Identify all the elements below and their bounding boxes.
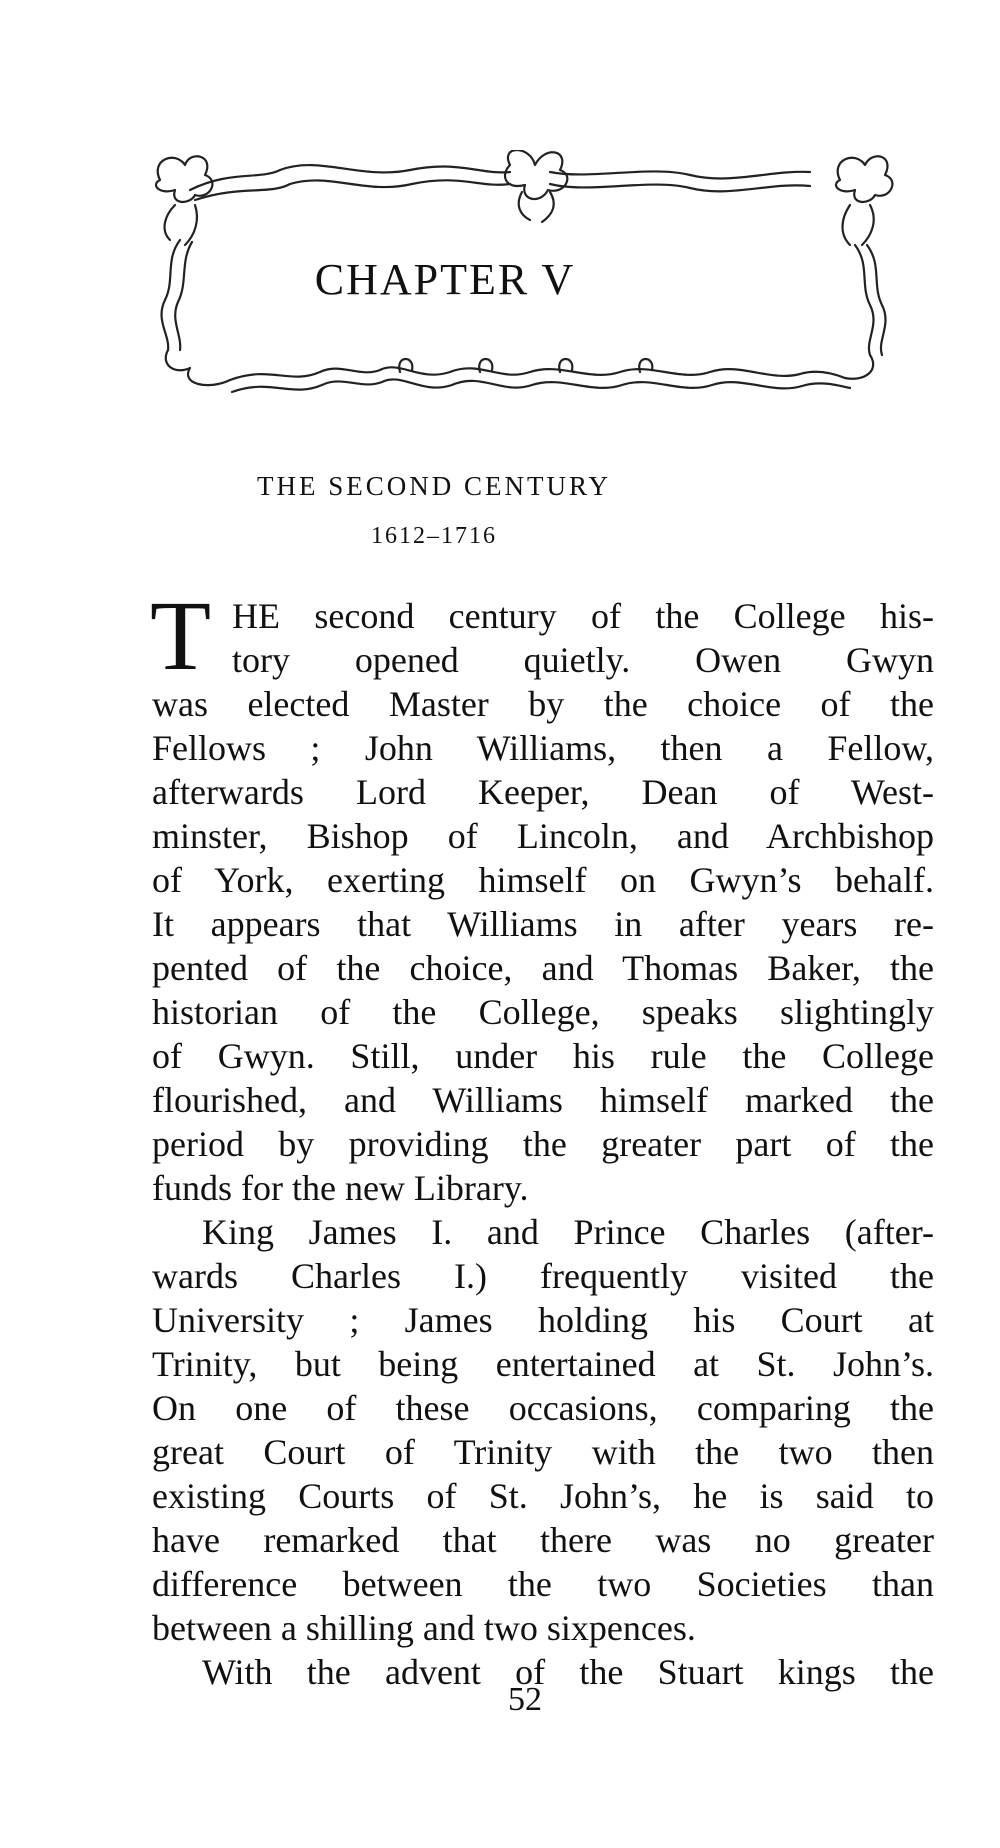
text-line: With the advent of the Stuart kings the [202,1652,934,1692]
text-line: was elected Master by the choice of the [152,684,934,724]
text-line: period by providing the greater part of the [152,1124,934,1164]
text-line: pented of the choice, and Thomas Baker, the [152,948,934,988]
text-line: Fellows ; John Williams, then a Fellow, [152,728,934,768]
text-line: University ; James holding his Court at [152,1300,934,1340]
text-line: existing Courts of St. John’s, he is said to [152,1476,934,1516]
text-line: On one of these occasions, comparing the [152,1388,934,1428]
text-line: Trinity, but being entertained at St. John’s. [152,1344,934,1384]
text-line: great Court of Trinity with the two then [152,1432,934,1472]
chapter-title: CHAPTER V [314,255,576,304]
page-number: 52 [508,1681,542,1718]
text-line: flourished, and Williams himself marked the [152,1080,934,1120]
text-line: King James I. and Prince Charles (after- [202,1212,934,1252]
text-line: HE second century of the College his- [232,596,934,636]
section-title: THE SECOND CENTURY [256,471,611,501]
drop-cap: T [150,580,212,691]
body-text [150,580,934,1694]
text-line: of York, exerting himself on Gwyn’s behalf. [152,860,934,900]
text-line: between a shilling and two sixpences. [152,1608,696,1648]
text-line: of Gwyn. Still, under his rule the College [152,1036,934,1076]
text-line: funds for the new Library. [152,1168,529,1208]
section-dates: 1612–1716 [371,523,497,549]
text-line: have remarked that there was no greater [152,1520,934,1560]
text-line: historian of the College, speaks slightingly [152,992,934,1032]
text-line: difference between the two Societies than [152,1564,934,1604]
text-line: tory opened quietly. Owen Gwyn [232,640,934,680]
text-line: minster, Bishop of Lincoln, and Archbishop [152,816,934,856]
text-line: It appears that Williams in after years re- [152,904,934,944]
text-line: wards Charles I.) frequently visited the [152,1256,934,1296]
text-line: afterwards Lord Keeper, Dean of West- [152,772,934,812]
